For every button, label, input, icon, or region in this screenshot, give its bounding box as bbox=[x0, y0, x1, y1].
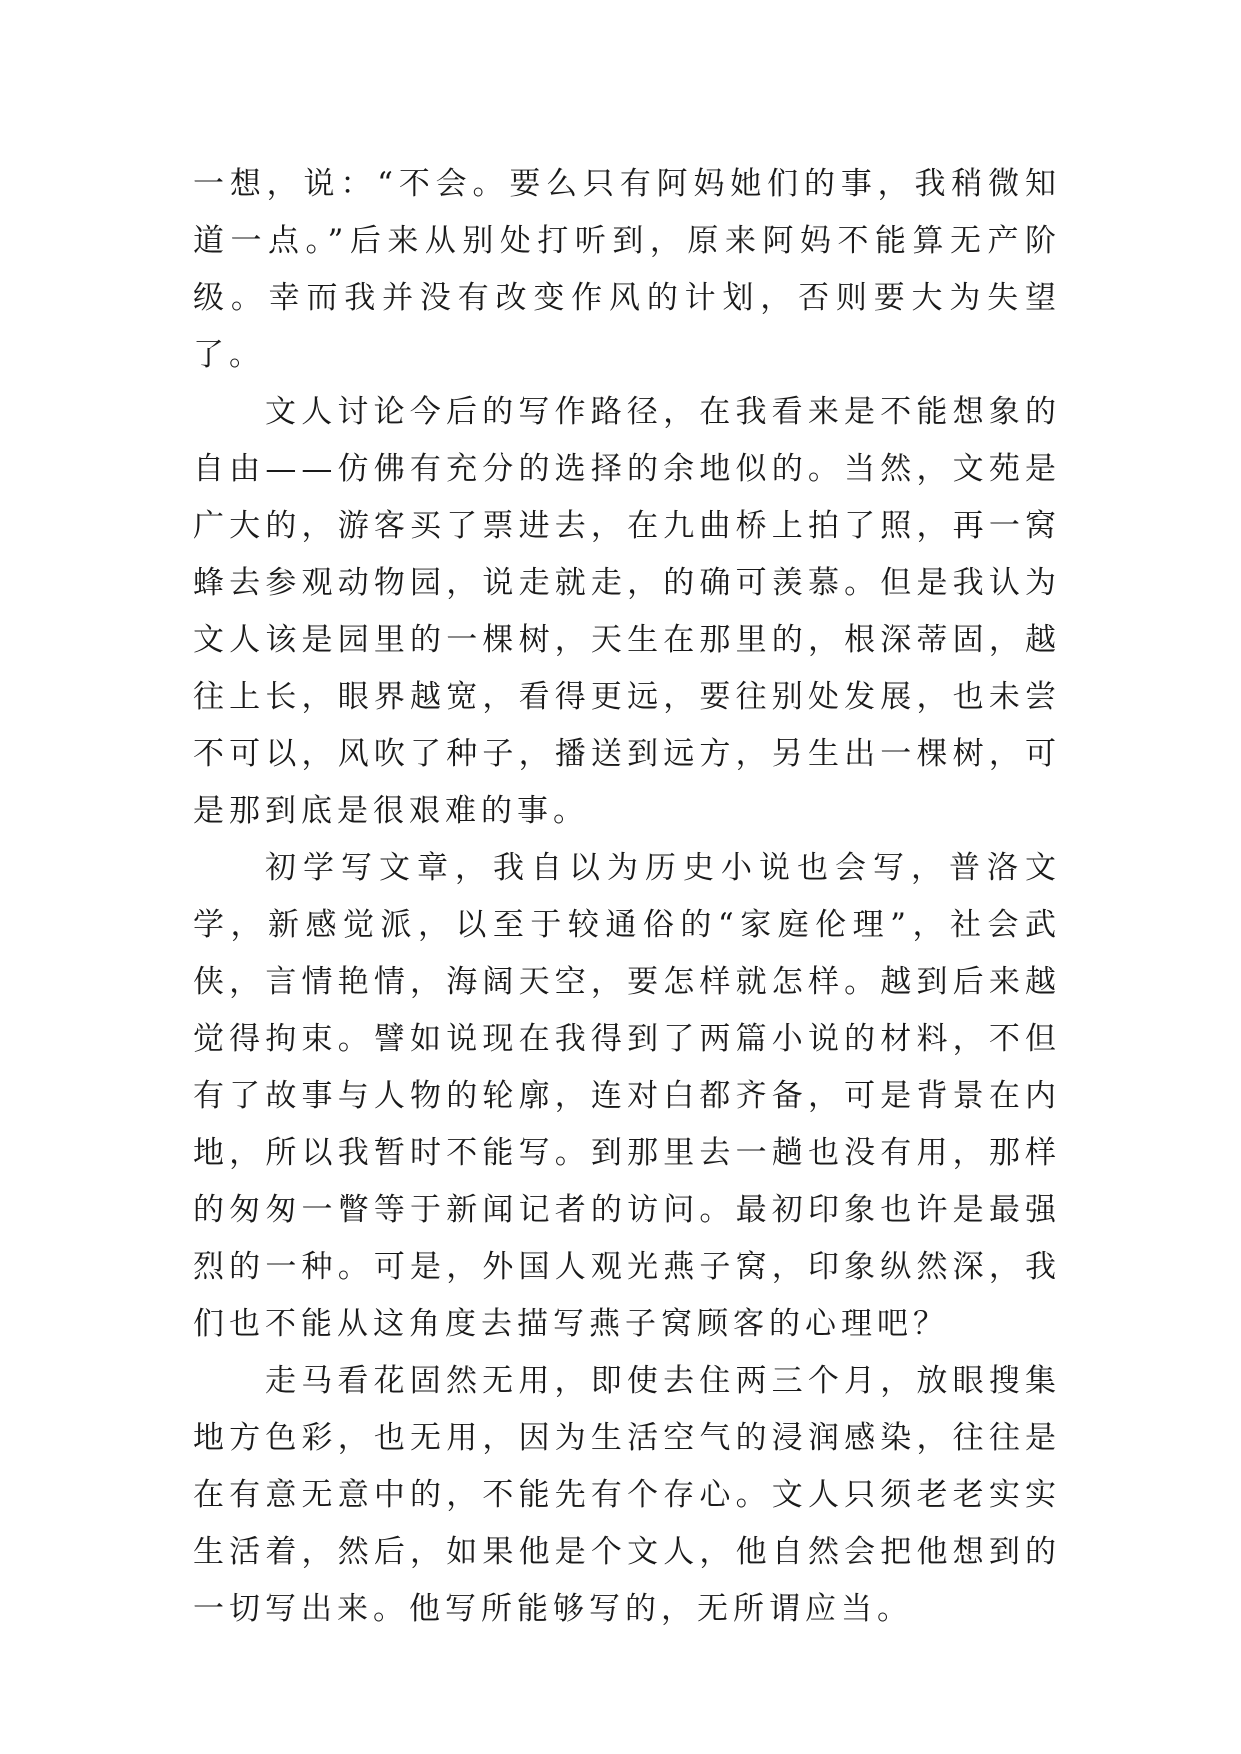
paragraph-4: 走马看花固然无用，即使去住两三个月，放眼搜集地方色彩，也无用，因为生活空气的浸润感染，往往是在有意无意中的，不能先有个存心。文人只须老老实实生活着，然后，如果他是个文人，他自然会把他想到的一切写出来。他写所能够写的，无所谓应当。 bbox=[193, 1363, 1061, 1627]
paragraph-2: 文人讨论今后的写作路径，在我看来是不能想象的自由——仿佛有充分的选择的余地似的。当然，文苑是广大的，游客买了票进去，在九曲桥上拍了照，再一窝蜂去参观动物园，说走就走，的确可羡慕。但是我认为文人该是园里的一棵树，天生在那里的，根深蒂固，越往上长，眼界越宽，看得更远，要往别处发展，也未尝不可以，风吹了种子，播送到远方，另生出一棵树，可是那到底是很艰难的事。 bbox=[193, 394, 1061, 829]
paragraph-1: 一想，说：“不会。要么只有阿妈她们的事，我稍微知道一点。”后来从别处打听到，原来阿妈不能算无产阶级。幸而我并没有改变作风的计划，否则要大为失望了。 bbox=[193, 166, 1061, 373]
body-text bbox=[193, 156, 1061, 1638]
paragraph-3: 初学写文章，我自以为历史小说也会写，普洛文学，新感觉派，以至于较通俗的“家庭伦理”，社会武侠，言情艳情，海阔天空，要怎样就怎样。越到后来越觉得拘束。譬如说现在我得到了两篇小说的材料，不但有了故事与人物的轮廓，连对白都齐备，可是背景在内地，所以我暂时不能写。到那里去一趟也没有用，那样的匆匆一瞥等于新闻记者的访问。最初印象也许是最强烈的一种。可是，外国人观光燕子窝，印象纵然深，我们也不能从这角度去描写燕子窝顾客的心理吧？ bbox=[193, 850, 1061, 1342]
